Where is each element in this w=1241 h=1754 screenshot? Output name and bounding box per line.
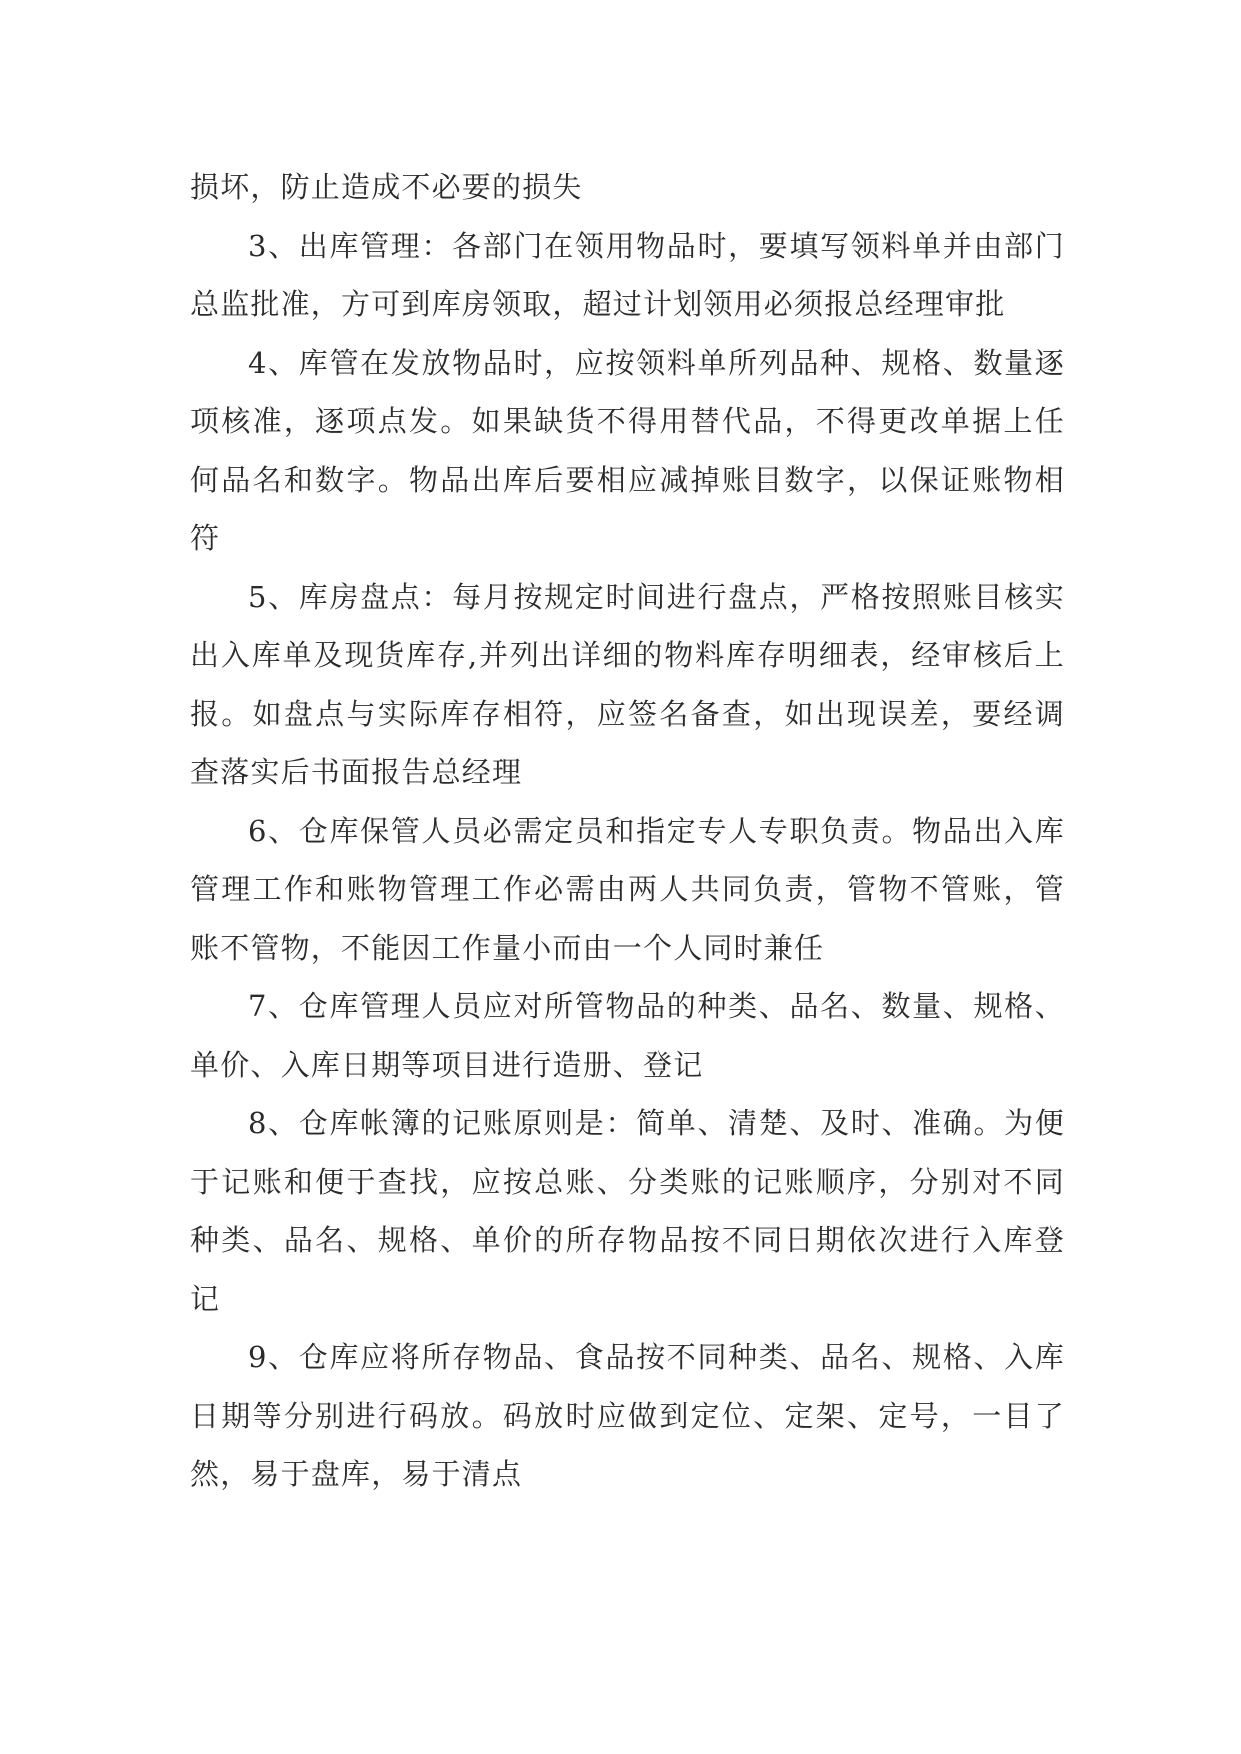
paragraph-outbound-management: 3、出库管理：各部门在领用物品时，要填写领料单并由部门总监批准，方可到库房领取，超过计划领用必须报总经理审批 bbox=[190, 228, 1065, 321]
paragraph-stacking: 9、仓库应将所存物品、食品按不同种类、品名、规格、入库日期等分别进行码放。码放时应做到定位、定架、定号，一目了然，易于盘库，易于清点 bbox=[190, 1340, 1065, 1491]
paragraph-registration: 7、仓库管理人员应对所管物品的种类、品名、数量、规格、单价、入库日期等项目进行造册、登记 bbox=[190, 989, 1065, 1082]
paragraph-issuing-items: 4、库管在发放物品时，应按领料单所列品种、规格、数量逐项核准，逐项点发。如果缺货不得用替代品，不得更改单据上任何品名和数字。物品出库后要相应减掉账目数字，以保证账物相符 bbox=[190, 345, 1065, 555]
paragraph-staffing: 6、仓库保管人员必需定员和指定专人专职负责。物品出入库管理工作和账物管理工作必需由两人共同负责，管物不管账，管账不管物，不能因工作量小而由一个人同时兼任 bbox=[190, 813, 1065, 965]
paragraph-bookkeeping: 8、仓库帐簿的记账原则是：简单、清楚、及时、准确。为便于记账和便于查找，应按总账、分类账的记账顺序，分别对不同种类、品名、规格、单价的所存物品按不同日期依次进行入库登记 bbox=[190, 1106, 1065, 1316]
paragraph-inventory-check: 5、库房盘点：每月按规定时间进行盘点，严格按照账目核实出入库单及现货库存,并列出详细的物料库存明细表，经审核后上报。如盘点与实际库存相符，应签名备查，如出现误差，要经调查落实后书面报告总经理 bbox=[190, 579, 1065, 789]
document-body bbox=[190, 158, 1065, 1504]
paragraph-continuation: 损坏，防止造成不必要的损失 bbox=[190, 170, 583, 204]
